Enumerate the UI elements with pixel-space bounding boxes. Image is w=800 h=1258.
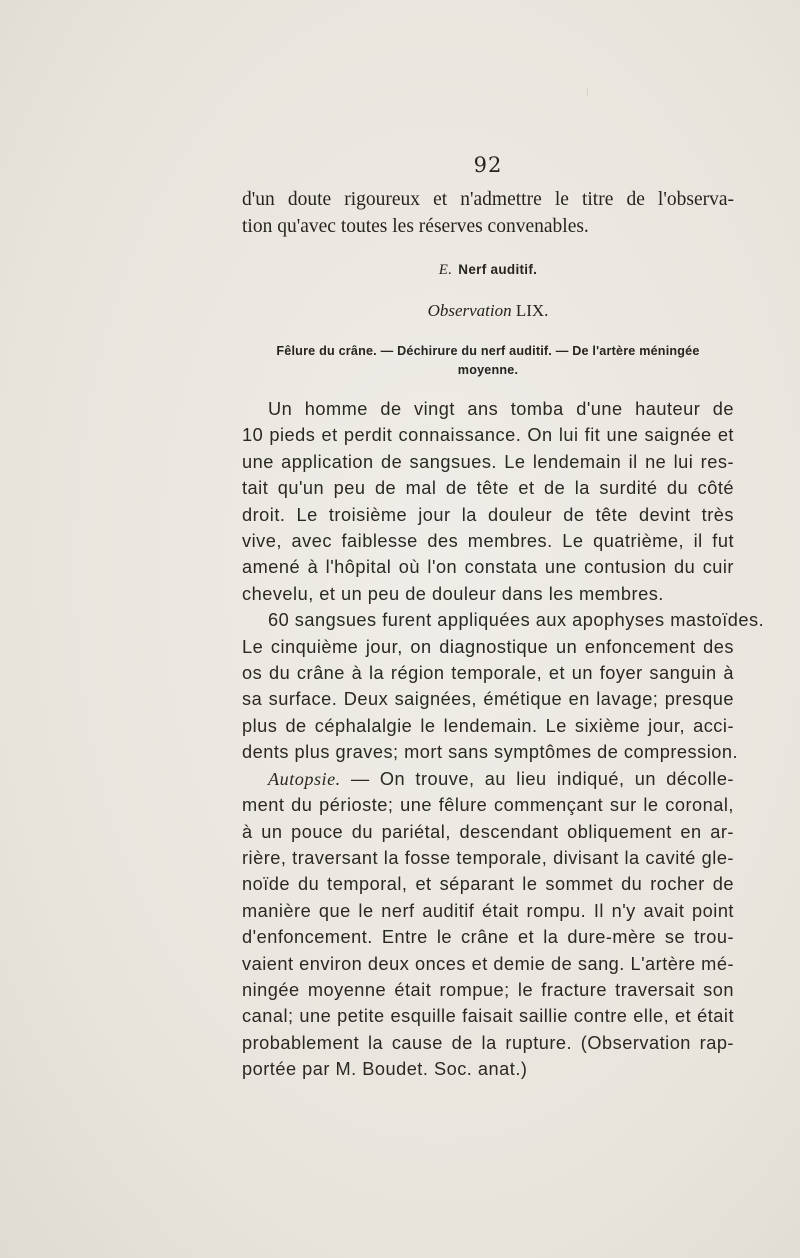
body-line: ment du périoste; une fêlure commençant sur le coronal, — [242, 795, 734, 816]
summary-line: moyenne. — [457, 363, 519, 377]
body-line: Le cinquième jour, on diagnostique un enfoncement des — [242, 636, 734, 657]
body-line: probablement la cause de la rupture. (Observation rap- — [242, 1032, 734, 1053]
body-line: noïde du temporal, et séparant le sommet du rocher de — [242, 874, 734, 895]
body-line: d'enfoncement. Entre le crâne et la dure-mère se trou- — [242, 927, 734, 948]
observation-title — [242, 301, 734, 321]
body-line: portée par M. Boudet. Soc. anat.) — [242, 1059, 528, 1080]
intro-line: tion qu'avec toutes les réserves convenables. — [242, 216, 589, 237]
intro-line: d'un doute rigoureux et n'admettre le titre de l'observa- — [242, 189, 734, 210]
body-line: une application de sangsues. Le lendemain il ne lui res- — [242, 451, 734, 472]
paper-speck — [587, 88, 588, 96]
body-line: chevelu, et un peu de douleur dans les membres. — [242, 583, 664, 604]
body-line: 10 pieds et perdit connaissance. On lui fit une saignée et — [242, 425, 734, 446]
body-line: dents plus graves; mort sans symptômes de compression. — [242, 742, 739, 763]
body-line: ningée moyenne était rompue; le fracture traversait son — [242, 979, 734, 1000]
observation-body — [242, 396, 765, 1083]
autopsie-line — [242, 766, 734, 792]
body-line: vaient environ deux onces et demie de sang. L'artère mé- — [242, 953, 734, 974]
section-letter: E. — [438, 262, 453, 278]
body-line: plus de céphalalgie le lendemain. Le sixième jour, acci- — [242, 715, 734, 736]
body-line: tait qu'un peu de mal de tête et de la surdité du côté — [242, 478, 734, 499]
body-line: — On trouve, au lieu indiqué, un décolle- — [350, 768, 734, 789]
body-line: manière que le nerf auditif était rompu. Il n'y avait point — [242, 900, 734, 921]
observation-label: Observation — [427, 301, 512, 320]
body-line: rière, traversant la fosse temporale, divisant la cavité gle- — [242, 847, 734, 868]
observation-number: LIX. — [515, 301, 549, 320]
page-number: 92 — [473, 153, 503, 177]
body-line: à un pouce du pariétal, descendant obliquement en ar- — [242, 821, 734, 842]
body-line: os du crâne à la région temporale, et un foyer sanguin à — [242, 663, 734, 684]
observation-summary — [242, 342, 734, 380]
summary-line: Fêlure du crâne. — Déchirure du nerf auditif. — De l'artère méningée — [276, 344, 700, 358]
body-line: sa surface. Deux saignées, émétique en lavage; presque — [242, 689, 734, 710]
body-line: 60 sangsues furent appliquées aux apophyses mastoïdes. — [268, 610, 765, 631]
body-line: Un homme de vingt ans tomba d'une hauteur de — [268, 399, 734, 419]
autopsie-label: Autopsie. — [268, 768, 341, 789]
body-line: canal; une petite esquille faisait saillie contre elle, et était — [242, 1006, 734, 1027]
section-heading — [242, 262, 734, 279]
body-line: amené à l'hôpital où l'on constata une contusion du cuir — [242, 557, 734, 578]
intro-paragraph — [242, 186, 734, 240]
section-title: Nerf auditif. — [458, 262, 538, 277]
body-line: vive, avec faiblesse des membres. Le quatrième, il fut — [242, 531, 734, 552]
body-line: droit. Le troisième jour la douleur de tête devint très — [242, 504, 734, 525]
